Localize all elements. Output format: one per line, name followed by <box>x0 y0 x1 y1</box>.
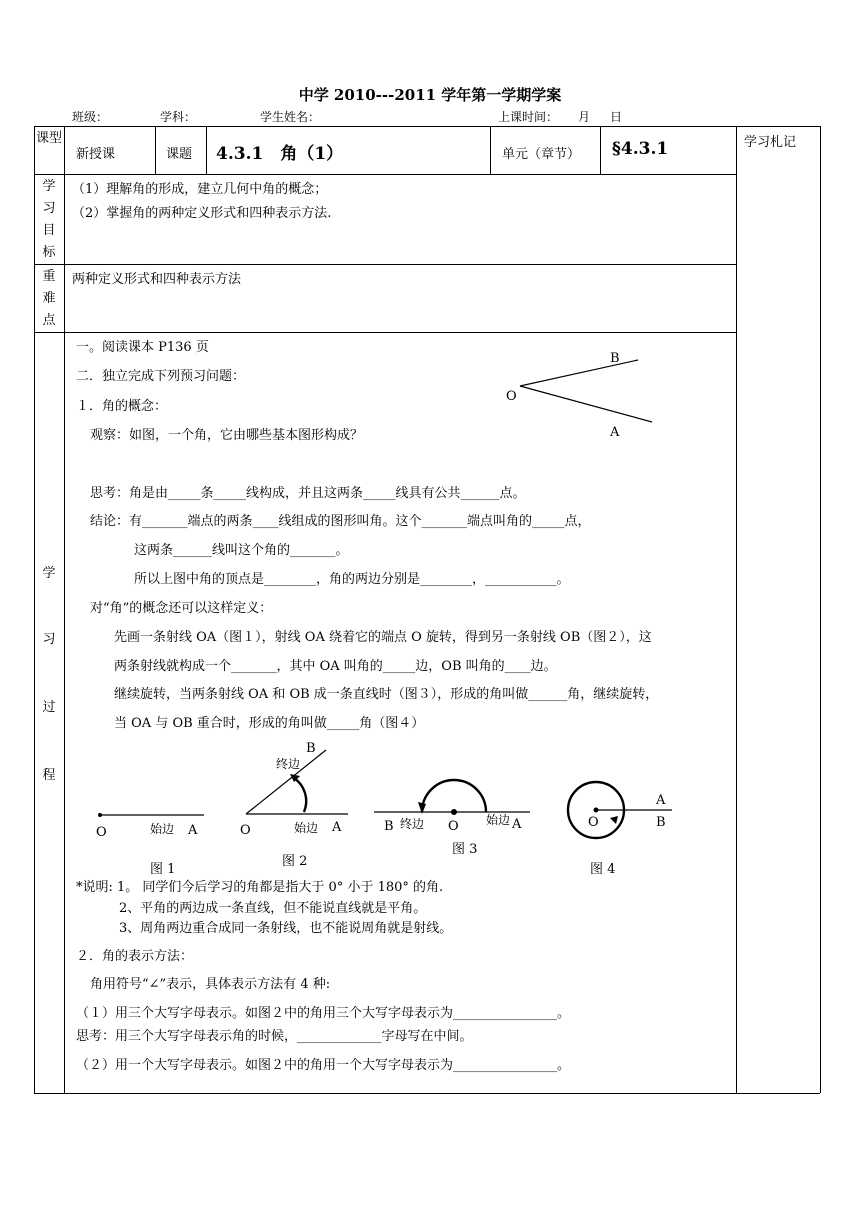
lesson-type-value: 新授课 <box>76 147 116 162</box>
notes-label: 学习札记 <box>744 135 797 150</box>
label-a: A <box>610 425 620 440</box>
process-line: 两条射线就构成一个_______，其中 OA 叫角的_____边，OB 叫角的____边。 <box>114 659 557 674</box>
process-line: １．角的概念： <box>76 399 168 414</box>
svg-text:A: A <box>656 793 666 808</box>
label-b: B <box>610 351 620 366</box>
topic-label: 课题 <box>166 147 193 162</box>
label-o: O <box>506 389 517 404</box>
page-title: 中学 2010---2011 学年第一学期学案 <box>298 86 562 104</box>
class-label: 班级： <box>72 110 109 124</box>
process-label-1: 学 <box>42 566 56 581</box>
process-line: 一。阅读课本 P136 页 <box>76 340 209 355</box>
svg-text:B: B <box>656 815 666 830</box>
process-line: 对“角”的概念还可以这样定义： <box>90 601 273 616</box>
process-line: 所以上图中角的顶点是________，角的两边分别是________，___________。 <box>134 572 570 587</box>
figure-2-caption: 图 2 <box>282 854 308 869</box>
svg-text:A: A <box>512 817 522 832</box>
process-line: （１）用三个大写字母表示。如图２中的角用三个大写字母表示为________________。 <box>76 1006 571 1021</box>
topic-value: 4.3.1 角（1） <box>216 144 344 164</box>
goal-item: （1）理解角的形成，建立几何中角的概念； <box>72 182 328 197</box>
svg-text:始边: 始边 <box>294 821 319 835</box>
figure-1-caption: 图 1 <box>150 862 176 877</box>
key-points-text: 两种定义形式和四种表示方法 <box>72 272 242 287</box>
note-line: *说明: 1。 同学们今后学习的角都是指大于 0° 小于 180° 的角. <box>76 880 444 895</box>
figure-4-caption: 图 4 <box>590 862 616 877</box>
process-line: 思考：角是由_____条_____线构成，并且这两条_____线具有公共______点。 <box>90 486 526 501</box>
svg-text:始边: 始边 <box>486 813 511 827</box>
svg-text:A: A <box>188 823 198 838</box>
process-line: 这两条______线叫这个角的_______。 <box>134 543 349 558</box>
figure-3 <box>370 776 536 838</box>
note-line: 2、平角的两边成一条直线，但不能说直线就是平角。 <box>119 901 427 916</box>
process-line: 先画一条射线 OA（图１），射线 OA 绕着它的端点 O 旋转，得到另一条射线 OB（图２），这 <box>114 630 652 645</box>
process-line: （２）用一个大写字母表示。如图２中的角用一个大写字母表示为________________。 <box>76 1058 571 1073</box>
angle-figure <box>500 346 660 446</box>
svg-text:O: O <box>240 823 251 838</box>
key-points-label: 重 难 点 <box>42 269 56 328</box>
process-label-2: 习 <box>42 632 56 647</box>
goal-item: （2）掌握角的两种定义形式和四种表示方法. <box>72 206 332 221</box>
goals-label: 学 习 目 标 <box>42 179 56 260</box>
figure-2 <box>232 738 362 840</box>
student-name-label: 学生姓名： <box>260 110 321 124</box>
figure-4 <box>556 776 686 848</box>
svg-text:O: O <box>96 825 107 840</box>
lesson-type-label: 课型 <box>35 131 62 146</box>
process-line: 二．独立完成下列预习问题： <box>76 369 246 384</box>
svg-text:B: B <box>306 741 316 756</box>
figure-1 <box>92 800 212 840</box>
day-label: 日 <box>610 110 623 124</box>
svg-text:终边: 终边 <box>276 757 301 771</box>
process-label-4: 程 <box>42 768 56 783</box>
subject-label: 学科： <box>160 110 197 124</box>
process-line: 结论：有_______端点的两条____线组成的图形叫角。这个_______端点叫角的_____点， <box>90 514 591 529</box>
unit-value: §4.3.1 <box>612 139 669 159</box>
note-line: 3、周角两边重合成同一条射线，也不能说周角就是射线。 <box>119 921 453 936</box>
svg-text:始边: 始边 <box>150 822 175 836</box>
svg-text:O: O <box>448 819 459 834</box>
svg-text:终边: 终边 <box>400 817 425 831</box>
process-label-3: 过 <box>42 700 56 715</box>
process-line: ２．角的表示方法： <box>76 949 194 964</box>
unit-label: 单元（章节） <box>502 147 581 162</box>
process-line: 观察：如图，一个角，它由哪些基本图形构成？ <box>90 428 364 443</box>
svg-text:O: O <box>588 815 599 830</box>
process-line: 角用符号“∠”表示，具体表示方法有 4 种: <box>90 977 331 992</box>
process-line: 当 OA 与 OB 重合时，形成的角叫做_____角（图４） <box>114 716 425 731</box>
process-line: 继续旋转，当两条射线 OA 和 OB 成一条直线时（图３），形成的角叫做______角，继续旋转， <box>114 687 659 702</box>
class-time-label: 上课时间： <box>498 110 559 124</box>
process-line: 思考：用三个大写字母表示角的时候，_____________字母写在中间。 <box>76 1029 473 1044</box>
figure-3-caption: 图 3 <box>452 842 478 857</box>
svg-text:B: B <box>384 819 394 834</box>
svg-text:A: A <box>332 820 342 835</box>
month-label: 月 <box>578 110 591 124</box>
